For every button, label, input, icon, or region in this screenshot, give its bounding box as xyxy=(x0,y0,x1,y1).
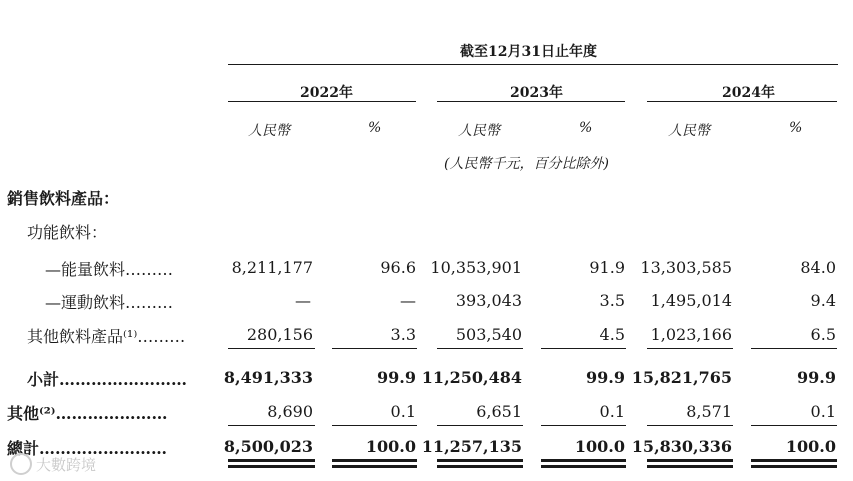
others-label: 其他⁽²⁾………………… xyxy=(7,404,168,423)
rule-i xyxy=(437,425,523,426)
period-header: 截至12月31日止年度 xyxy=(460,44,597,60)
dbl-rule-e1 xyxy=(647,459,733,462)
col-pct-2024: % xyxy=(789,120,803,136)
total-2024-rmb: 15,830,336 xyxy=(631,437,732,456)
energy-2022-rmb: 8,211,177 xyxy=(231,258,313,277)
otherbev-2022-rmb: 280,156 xyxy=(246,325,313,344)
energy-2024-pct: 84.0 xyxy=(800,258,836,277)
energy-2022-pct: 96.6 xyxy=(380,258,416,277)
year-2024: 2024年 xyxy=(722,85,775,101)
others-2022-rmb: 8,690 xyxy=(267,402,313,421)
year-rule-2024 xyxy=(647,101,837,102)
col-pct-2022: % xyxy=(368,120,382,136)
year-rule-2022 xyxy=(228,101,416,102)
dbl-rule-f2 xyxy=(751,465,837,468)
dbl-rule-a1 xyxy=(228,459,315,462)
total-2022-pct: 100.0 xyxy=(365,437,416,456)
subtotal-2024-pct: 99.9 xyxy=(797,368,836,387)
total-2024-pct: 100.0 xyxy=(785,437,836,456)
rule-l xyxy=(751,425,837,426)
dbl-rule-d1 xyxy=(541,459,626,462)
total-2023-pct: 100.0 xyxy=(574,437,625,456)
sports-2023-rmb: 393,043 xyxy=(455,291,522,310)
col-pct-2023: % xyxy=(579,120,593,136)
otherbev-2024-rmb: 1,023,166 xyxy=(650,325,732,344)
col-rmb-2024: 人民幣 xyxy=(668,123,710,139)
section-title: 銷售飲料產品： xyxy=(7,189,120,208)
rule-g xyxy=(228,425,315,426)
rule-j xyxy=(541,425,626,426)
rule-f xyxy=(751,348,837,349)
rule-e xyxy=(647,348,733,349)
sports-2023-pct: 3.5 xyxy=(599,291,625,310)
subtotal-2023-pct: 99.9 xyxy=(586,368,625,387)
subtotal-2024-rmb: 15,821,765 xyxy=(631,368,732,387)
rule-k xyxy=(647,425,733,426)
total-2023-rmb: 11,257,135 xyxy=(421,437,522,456)
subtotal-2022-rmb: 8,491,333 xyxy=(223,368,313,387)
energy-2023-pct: 91.9 xyxy=(589,258,625,277)
year-2022: 2022年 xyxy=(300,85,353,101)
total-2022-rmb: 8,500,023 xyxy=(223,437,313,456)
functional-label: 功能飲料： xyxy=(27,223,108,242)
subtotal-2023-rmb: 11,250,484 xyxy=(421,368,522,387)
sports-label: —運動飲料……… xyxy=(45,293,174,312)
unit-note: (人民幣千元，百分比除外) xyxy=(444,156,609,172)
others-2023-pct: 0.1 xyxy=(599,402,625,421)
header-rule xyxy=(228,64,838,65)
dbl-rule-d2 xyxy=(541,465,626,468)
sports-2022-rmb: — xyxy=(295,291,311,310)
watermark-text: 大數跨境 xyxy=(36,456,97,474)
others-2024-pct: 0.1 xyxy=(810,402,836,421)
rule-d xyxy=(541,348,626,349)
year-2023: 2023年 xyxy=(510,85,563,101)
dbl-rule-a2 xyxy=(228,465,315,468)
energy-label: —能量飲料……… xyxy=(45,260,174,279)
rule-h xyxy=(332,425,417,426)
dbl-rule-b1 xyxy=(332,459,417,462)
dbl-rule-e2 xyxy=(647,465,733,468)
dbl-rule-f1 xyxy=(751,459,837,462)
otherbev-2024-pct: 6.5 xyxy=(810,325,836,344)
others-2024-rmb: 8,571 xyxy=(686,402,732,421)
subtotal-2022-pct: 99.9 xyxy=(377,368,416,387)
dbl-rule-c1 xyxy=(437,459,523,462)
watermark-logo-icon xyxy=(10,453,32,475)
others-2023-rmb: 6,651 xyxy=(476,402,522,421)
energy-2023-rmb: 10,353,901 xyxy=(430,258,522,277)
sports-2024-pct: 9.4 xyxy=(810,291,836,310)
rule-b xyxy=(332,348,417,349)
other-bev-label: 其他飲料產品⁽¹⁾……… xyxy=(27,327,186,346)
year-rule-2023 xyxy=(437,101,625,102)
sports-2022-pct: — xyxy=(400,291,416,310)
subtotal-label: 小計…………………… xyxy=(27,370,188,389)
total-label: 總計…………………… xyxy=(7,439,168,458)
rule-a xyxy=(228,348,315,349)
col-rmb-2023: 人民幣 xyxy=(458,123,500,139)
rule-c xyxy=(437,348,523,349)
others-2022-pct: 0.1 xyxy=(390,402,416,421)
otherbev-2022-pct: 3.3 xyxy=(390,325,416,344)
sports-2024-rmb: 1,495,014 xyxy=(650,291,732,310)
otherbev-2023-rmb: 503,540 xyxy=(455,325,522,344)
dbl-rule-c2 xyxy=(437,465,523,468)
energy-2024-rmb: 13,303,585 xyxy=(640,258,732,277)
otherbev-2023-pct: 4.5 xyxy=(599,325,625,344)
dbl-rule-b2 xyxy=(332,465,417,468)
col-rmb-2022: 人民幣 xyxy=(248,123,290,139)
